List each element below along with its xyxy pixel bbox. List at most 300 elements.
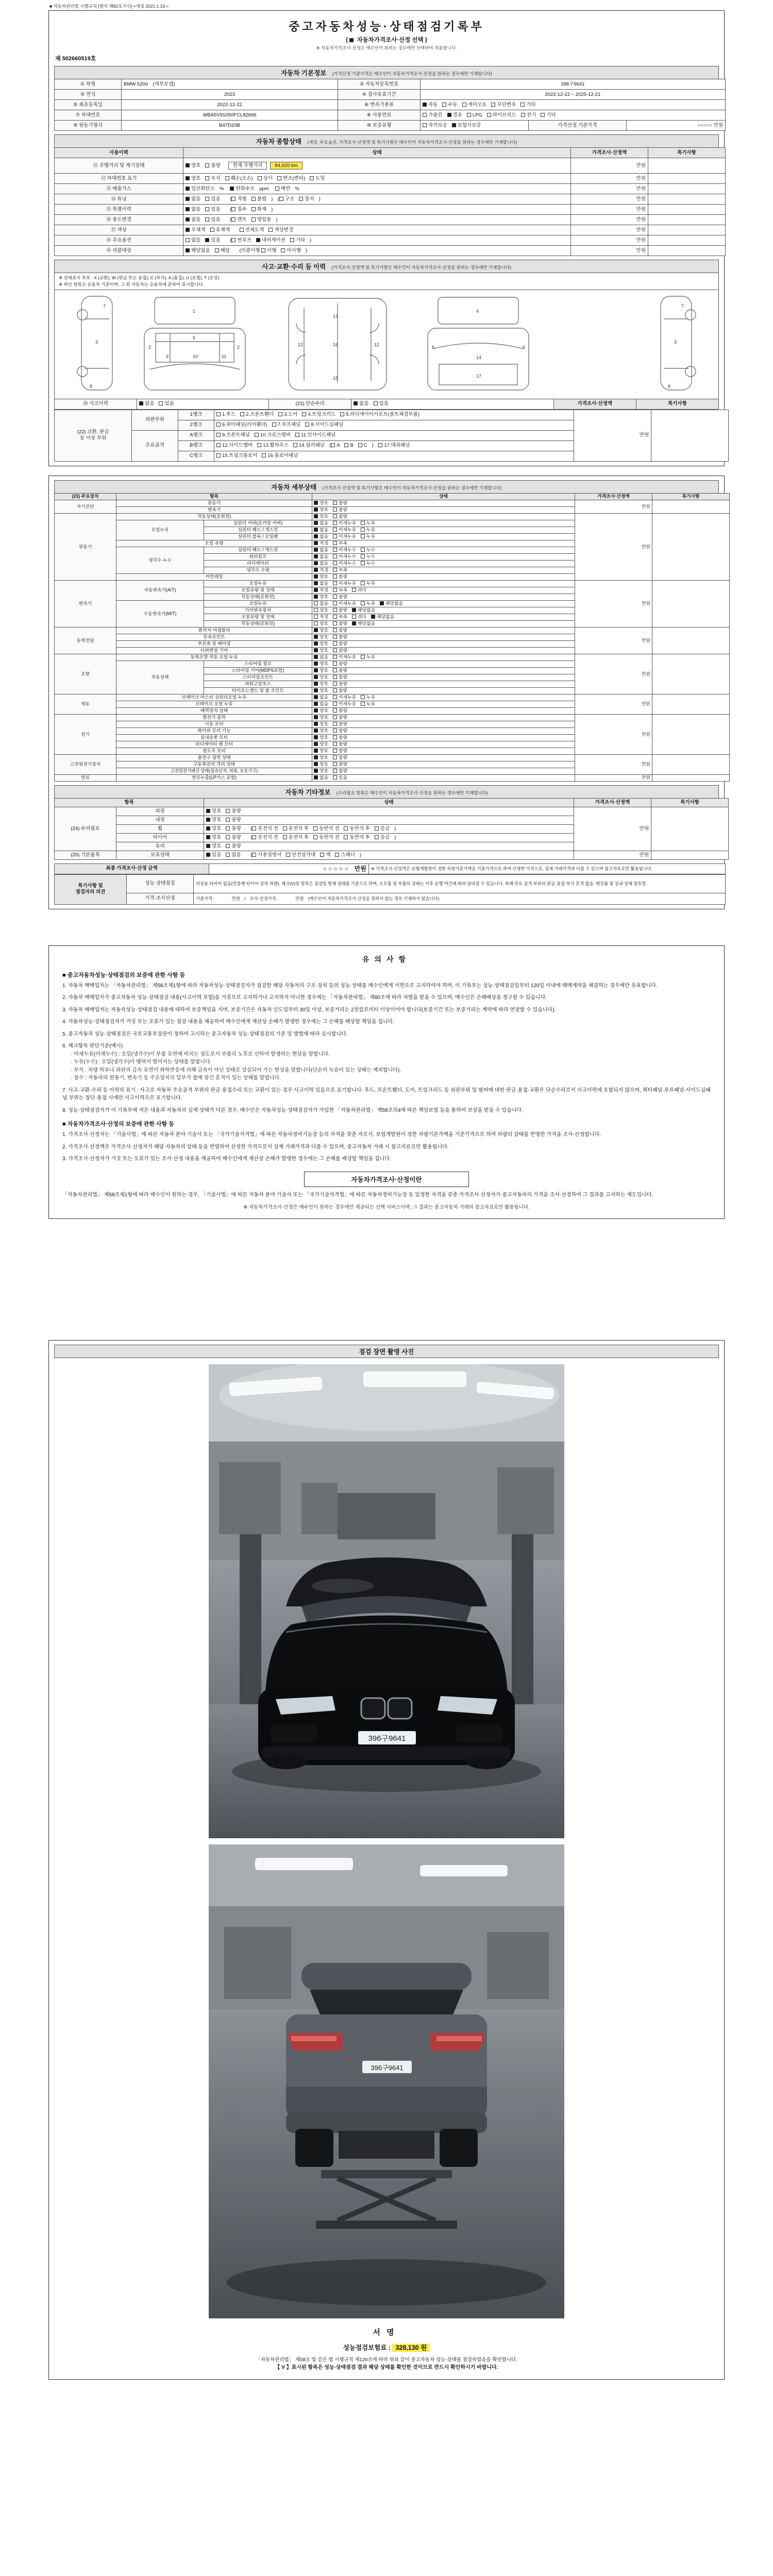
checked-box-icon[interactable] <box>186 197 190 201</box>
checkbox-icon[interactable] <box>361 554 365 558</box>
checked-box-icon[interactable] <box>314 735 318 739</box>
checkbox-option[interactable]: 양호 <box>206 843 221 849</box>
checkbox-cell[interactable] <box>312 540 575 547</box>
checkbox-icon[interactable] <box>278 412 282 416</box>
checkbox-icon[interactable] <box>252 853 256 857</box>
checkbox-cell[interactable] <box>312 748 575 754</box>
checkbox-option[interactable]: 미세누수 <box>333 554 356 559</box>
checkbox-option[interactable]: 17.대쉬패널 <box>378 443 410 448</box>
checkbox-option[interactable]: 양호 <box>186 163 200 168</box>
checkbox-option[interactable]: 있음 <box>205 207 220 212</box>
checked-box-icon[interactable] <box>314 762 318 766</box>
checkbox-icon[interactable] <box>333 514 337 518</box>
checkbox-cell[interactable] <box>204 842 574 851</box>
checkbox-icon[interactable] <box>333 621 337 625</box>
checkbox-option[interactable]: 부족 <box>333 587 347 592</box>
checkbox-icon[interactable] <box>331 443 335 447</box>
checked-box-icon[interactable] <box>186 163 190 167</box>
checkbox-option[interactable]: B <box>344 443 353 448</box>
checkbox-icon[interactable] <box>216 453 221 457</box>
checkbox-cell[interactable] <box>312 587 575 594</box>
checkbox-option[interactable]: 구조 <box>279 196 294 202</box>
checkbox-option[interactable]: 운전석 후 <box>283 835 309 840</box>
checked-box-icon[interactable] <box>314 561 318 565</box>
checkbox-icon[interactable] <box>255 433 259 437</box>
checkbox-icon[interactable] <box>374 401 378 405</box>
checkbox-option[interactable]: 양호 <box>314 768 328 773</box>
checkbox-icon[interactable] <box>299 197 303 201</box>
checkbox-icon[interactable] <box>159 401 163 405</box>
checkbox-option[interactable]: 미세누유 <box>333 654 356 659</box>
checkbox-icon[interactable] <box>333 528 337 532</box>
checkbox-option[interactable]: 수동 <box>442 102 457 108</box>
checked-box-icon[interactable] <box>314 628 318 632</box>
checkbox-option[interactable]: 양호 <box>314 688 328 693</box>
checkbox-cell[interactable] <box>421 100 726 110</box>
checked-box-icon[interactable] <box>314 595 318 599</box>
checkbox-cell[interactable] <box>312 640 575 647</box>
checked-box-icon[interactable] <box>371 615 375 619</box>
checkbox-option[interactable]: 없음 <box>314 775 328 780</box>
checkbox-icon[interactable] <box>261 248 265 252</box>
checkbox-option[interactable]: 과다 <box>352 614 366 619</box>
checkbox-option[interactable]: 적정 <box>314 540 328 546</box>
checkbox-icon[interactable] <box>361 561 365 565</box>
checkbox-icon[interactable] <box>226 853 230 857</box>
checked-box-icon[interactable] <box>314 668 318 672</box>
checkbox-option[interactable]: 양호 <box>314 708 328 713</box>
checked-box-icon[interactable] <box>314 521 318 525</box>
checkbox-option[interactable]: 부족 <box>333 614 347 619</box>
checkbox-option[interactable]: 운전석 전 <box>252 835 278 840</box>
checkbox-icon[interactable] <box>226 809 230 813</box>
checked-box-icon[interactable] <box>423 103 427 107</box>
checkbox-option[interactable]: 경유 <box>447 112 462 118</box>
checkbox-icon[interactable] <box>283 826 287 831</box>
checkbox-icon[interactable] <box>226 826 230 831</box>
checked-box-icon[interactable] <box>314 702 318 706</box>
checkbox-cell[interactable] <box>312 768 575 774</box>
checkbox-option[interactable]: 9.프론트패널 <box>216 432 250 438</box>
checkbox-icon[interactable] <box>216 422 221 427</box>
checkbox-option[interactable]: 3.도어 <box>278 412 297 417</box>
checkbox-cell[interactable] <box>312 614 575 620</box>
checkbox-icon[interactable] <box>231 217 236 222</box>
checkbox-option[interactable]: 네비게이션 <box>256 238 285 243</box>
checkbox-icon[interactable] <box>333 769 337 773</box>
checked-box-icon[interactable] <box>314 755 318 759</box>
checkbox-cell[interactable] <box>312 627 575 634</box>
checkbox-icon[interactable] <box>205 163 209 167</box>
checkbox-option[interactable]: 부식 <box>205 176 220 181</box>
checkbox-option[interactable]: 미세누유 <box>333 701 356 706</box>
checkbox-option[interactable]: 해당없음 <box>186 248 210 253</box>
checkbox-icon[interactable] <box>333 595 337 599</box>
checkbox-cell[interactable] <box>214 420 574 430</box>
checkbox-icon[interactable] <box>442 103 446 107</box>
checkbox-option[interactable]: 불량 <box>333 507 347 512</box>
checkbox-option[interactable]: 누수 <box>361 554 375 559</box>
checkbox-icon[interactable] <box>313 835 317 839</box>
checkbox-icon[interactable] <box>333 735 337 739</box>
checkbox-cell[interactable] <box>312 527 575 533</box>
checkbox-icon[interactable] <box>226 835 230 839</box>
checkbox-option[interactable]: 장치 <box>299 196 314 202</box>
checkbox-icon[interactable] <box>283 835 287 839</box>
checkbox-cell[interactable] <box>312 567 575 573</box>
checkbox-option[interactable]: 불량 <box>333 728 347 733</box>
checkbox-option[interactable]: 양호 <box>314 674 328 680</box>
checkbox-icon[interactable] <box>186 238 190 242</box>
checkbox-option[interactable]: 변조(변타) <box>277 176 305 181</box>
checkbox-option[interactable]: 미세누유 <box>333 581 356 586</box>
checked-box-icon[interactable] <box>447 113 451 117</box>
checkbox-option[interactable]: 양호 <box>314 735 328 740</box>
checked-box-icon[interactable] <box>139 401 143 405</box>
checked-box-icon[interactable] <box>314 534 318 538</box>
checkbox-icon[interactable] <box>333 521 337 525</box>
checkbox-cell[interactable] <box>312 694 575 701</box>
checkbox-option[interactable]: 잭 <box>320 852 330 858</box>
checkbox-icon[interactable] <box>216 433 221 437</box>
checkbox-option[interactable]: 있음 <box>159 401 174 406</box>
checked-box-icon[interactable] <box>230 187 234 191</box>
checkbox-option[interactable]: 1.후드 <box>216 412 236 417</box>
checkbox-option[interactable]: 일산화탄소 <box>186 186 215 192</box>
checkbox-icon[interactable] <box>423 113 427 117</box>
checkbox-icon[interactable] <box>210 228 214 232</box>
checkbox-option[interactable]: 해당없음 <box>352 621 375 626</box>
checked-box-icon[interactable] <box>206 853 210 857</box>
checked-box-icon[interactable] <box>314 554 318 558</box>
checked-box-icon[interactable] <box>349 38 354 42</box>
checkbox-cell[interactable] <box>312 520 575 527</box>
checkbox-cell[interactable] <box>312 761 575 768</box>
checkbox-option[interactable]: 없음 <box>226 852 241 858</box>
checkbox-option[interactable]: 미세누수 <box>333 561 356 566</box>
checkbox-cell[interactable] <box>312 500 575 506</box>
checkbox-option[interactable]: 불량 <box>333 681 347 686</box>
checkbox-icon[interactable] <box>252 826 256 831</box>
checkbox-icon[interactable] <box>333 574 337 579</box>
checkbox-option[interactable]: 불량 <box>226 835 241 840</box>
checkbox-option[interactable]: 있음 <box>206 852 221 858</box>
checkbox-icon[interactable] <box>462 103 466 107</box>
checkbox-icon[interactable] <box>251 217 256 222</box>
checkbox-option[interactable]: 불량 <box>226 843 241 849</box>
checkbox-icon[interactable] <box>521 113 525 117</box>
checkbox-option[interactable]: 영업용 <box>251 217 272 223</box>
checkbox-option[interactable]: 렌트 <box>231 217 246 223</box>
checkbox-option[interactable]: 화재 <box>251 207 266 212</box>
checkbox-option[interactable]: 불량 <box>333 674 347 680</box>
checkbox-icon[interactable] <box>340 412 344 416</box>
checkbox-cell[interactable] <box>312 701 575 707</box>
checked-box-icon[interactable] <box>314 648 318 652</box>
checkbox-cell[interactable] <box>312 714 575 721</box>
checkbox-cell[interactable] <box>312 654 575 660</box>
checkbox-cell[interactable] <box>183 174 571 184</box>
checkbox-icon[interactable] <box>333 688 337 692</box>
checkbox-icon[interactable] <box>491 103 495 107</box>
checkbox-option[interactable]: 없음 <box>314 654 328 659</box>
checkbox-option[interactable]: 6.쿼터패널(리어휀더) <box>216 422 267 428</box>
checkbox-icon[interactable] <box>240 228 244 232</box>
checkbox-icon[interactable] <box>335 853 339 857</box>
checkbox-option[interactable]: 상이 <box>258 176 273 181</box>
checkbox-option[interactable]: 누유 <box>361 654 375 659</box>
checkbox-icon[interactable] <box>333 615 337 619</box>
checkbox-icon[interactable] <box>352 588 356 592</box>
checkbox-icon[interactable] <box>231 238 236 242</box>
checkbox-icon[interactable] <box>344 826 348 831</box>
checkbox-icon[interactable] <box>314 601 318 605</box>
checkbox-icon[interactable] <box>216 443 221 447</box>
checkbox-option[interactable]: 없음 <box>314 554 328 559</box>
checkbox-option[interactable]: 없음 <box>314 581 328 586</box>
checkbox-option[interactable]: 동반석 전 <box>313 826 339 832</box>
checkbox-option[interactable]: 불량 <box>333 768 347 773</box>
checkbox-option[interactable]: 양호 <box>314 628 328 633</box>
checkbox-option[interactable]: A <box>331 443 340 448</box>
checkbox-option[interactable]: 있음 <box>205 238 220 243</box>
checkbox-icon[interactable] <box>226 844 230 848</box>
checkbox-icon[interactable] <box>279 197 283 201</box>
checkbox-option[interactable]: 불량 <box>333 607 347 613</box>
checkbox-cell[interactable] <box>312 600 575 607</box>
checkbox-icon[interactable] <box>272 422 276 427</box>
checkbox-option[interactable]: 없음 <box>354 401 368 406</box>
checkbox-option[interactable]: 있음 <box>374 401 389 406</box>
checkbox-icon[interactable] <box>333 601 337 605</box>
checkbox-option[interactable]: 없음 <box>186 217 200 223</box>
checkbox-option[interactable]: 누유 <box>361 520 375 526</box>
checkbox-option[interactable]: 해당없음 <box>371 614 394 619</box>
checkbox-option[interactable]: 무채색 <box>186 227 206 233</box>
checkbox-option[interactable]: 없음 <box>186 196 200 202</box>
checkbox-option[interactable]: 양호 <box>314 755 328 760</box>
checkbox-cell[interactable] <box>312 580 575 587</box>
checkbox-cell[interactable] <box>312 754 575 761</box>
checkbox-icon[interactable] <box>231 207 236 211</box>
checkbox-cell[interactable] <box>214 430 574 440</box>
checkbox-option[interactable]: 미세누유 <box>333 534 356 539</box>
checkbox-option[interactable]: 미세누유 <box>333 527 356 532</box>
checkbox-cell[interactable] <box>312 687 575 694</box>
checkbox-option[interactable]: 양호 <box>314 607 328 613</box>
checkbox-icon[interactable] <box>378 443 382 447</box>
checkbox-option[interactable]: 불량 <box>333 648 347 653</box>
checked-box-icon[interactable] <box>206 826 210 831</box>
checkbox-option[interactable]: 양호 <box>314 761 328 767</box>
checked-box-icon[interactable] <box>352 608 356 612</box>
checked-box-icon[interactable] <box>206 818 210 822</box>
checkbox-option[interactable]: 하이브리드 <box>487 112 516 118</box>
checkbox-option[interactable]: 없음 <box>314 534 328 539</box>
checkbox-option[interactable]: 불량 <box>333 668 347 673</box>
checkbox-icon[interactable] <box>240 412 244 416</box>
checkbox-option[interactable]: 불량 <box>333 715 347 720</box>
checked-box-icon[interactable] <box>186 187 190 191</box>
checkbox-icon[interactable] <box>333 702 337 706</box>
checkbox-icon[interactable] <box>361 521 365 525</box>
checkbox-option[interactable]: 보험사보증 <box>452 123 481 128</box>
checkbox-icon[interactable] <box>333 695 337 699</box>
checkbox-icon[interactable] <box>333 675 337 679</box>
checkbox-option[interactable]: 없음 <box>314 561 328 566</box>
checkbox-option[interactable]: 12.사이드멤버 <box>216 443 253 448</box>
checkbox-icon[interactable] <box>314 615 318 619</box>
checkbox-option[interactable]: 가솔린 <box>423 112 443 118</box>
checkbox-option[interactable]: 침수 <box>231 207 246 212</box>
checkbox-icon[interactable] <box>257 443 261 447</box>
checkbox-icon[interactable] <box>333 668 337 672</box>
checkbox-icon[interactable] <box>333 554 337 558</box>
checkbox-option[interactable]: 불량 <box>226 826 241 832</box>
checkbox-option[interactable]: 썬루프 <box>231 238 251 243</box>
checkbox-icon[interactable] <box>313 826 317 831</box>
checkbox-option[interactable]: 적정 <box>314 614 328 619</box>
checkbox-option[interactable]: 불량 <box>333 628 347 633</box>
checkbox-option[interactable]: 없음 <box>314 701 328 706</box>
checkbox-icon[interactable] <box>333 755 337 759</box>
checkbox-icon[interactable] <box>361 534 365 538</box>
checkbox-cell[interactable] <box>421 110 726 121</box>
checkbox-option[interactable]: 불량 <box>333 594 347 599</box>
checkbox-option[interactable]: 없음 <box>314 527 328 532</box>
checkbox-option[interactable]: 불량 <box>333 735 347 740</box>
checkbox-option[interactable]: 미이행 <box>281 248 301 253</box>
checkbox-icon[interactable] <box>333 628 337 632</box>
checked-box-icon[interactable] <box>314 682 318 686</box>
checkbox-option[interactable]: 8.사이드실패널 <box>305 422 343 428</box>
checkbox-option[interactable]: 4.트렁크리드 <box>302 412 335 417</box>
checkbox-cell[interactable] <box>351 399 554 409</box>
checkbox-icon[interactable] <box>293 443 297 447</box>
checked-box-icon[interactable] <box>354 401 358 405</box>
checkbox-option[interactable]: 누유 <box>361 694 375 700</box>
checked-box-icon[interactable] <box>205 238 209 242</box>
checkbox-cell[interactable] <box>421 121 529 131</box>
checkbox-option[interactable]: 11.인사이드패널 <box>295 432 336 438</box>
checkbox-cell[interactable] <box>312 707 575 714</box>
checked-box-icon[interactable] <box>314 581 318 585</box>
checkbox-option[interactable]: 있음 <box>205 217 220 223</box>
checkbox-option[interactable]: 누유 <box>361 581 375 586</box>
checkbox-cell[interactable] <box>137 399 269 409</box>
checkbox-icon[interactable] <box>205 176 209 180</box>
checkbox-icon[interactable] <box>361 695 365 699</box>
checkbox-option[interactable]: 불량 <box>333 721 347 726</box>
checkbox-icon[interactable] <box>344 835 348 839</box>
checkbox-icon[interactable] <box>361 548 365 552</box>
checkbox-option[interactable]: 누유 <box>361 601 375 606</box>
checkbox-icon[interactable] <box>333 648 337 652</box>
checkbox-option[interactable]: 응급 <box>375 826 390 832</box>
checkbox-cell[interactable] <box>312 560 575 567</box>
checkbox-option[interactable]: 양호 <box>186 176 200 181</box>
checkbox-option[interactable]: 해당없음 <box>380 601 403 606</box>
checkbox-icon[interactable] <box>268 228 273 232</box>
checkbox-icon[interactable] <box>281 248 285 252</box>
checked-box-icon[interactable] <box>314 708 318 713</box>
checkbox-icon[interactable] <box>361 655 365 659</box>
checkbox-cell[interactable] <box>312 553 575 560</box>
checkbox-icon[interactable] <box>423 123 427 127</box>
checkbox-icon[interactable] <box>252 835 256 839</box>
checked-box-icon[interactable] <box>314 574 318 579</box>
checkbox-option[interactable]: 불량 <box>333 634 347 639</box>
checkbox-option[interactable]: 불량 <box>333 641 347 646</box>
checkbox-icon[interactable] <box>310 176 314 180</box>
checkbox-option[interactable]: 전체도색 <box>240 227 264 233</box>
checked-box-icon[interactable] <box>314 728 318 733</box>
checkbox-option[interactable]: 없음 <box>186 207 200 212</box>
checkbox-option[interactable]: 2.프론트휀더 <box>240 412 274 417</box>
checked-box-icon[interactable] <box>186 228 190 232</box>
checked-box-icon[interactable] <box>380 601 384 605</box>
checkbox-option[interactable]: 양호 <box>206 826 221 832</box>
checkbox-cell[interactable] <box>312 573 575 580</box>
checkbox-icon[interactable] <box>302 412 306 416</box>
checkbox-icon[interactable] <box>215 248 219 252</box>
checkbox-option[interactable]: 불량 <box>333 688 347 693</box>
checkbox-cell[interactable] <box>312 721 575 727</box>
checkbox-option[interactable]: 양호 <box>314 721 328 726</box>
checkbox-option[interactable]: 불법 <box>251 196 266 202</box>
checked-box-icon[interactable] <box>206 809 210 813</box>
checkbox-option[interactable]: 양호 <box>314 621 328 626</box>
checked-box-icon[interactable] <box>314 695 318 699</box>
checkbox-option[interactable]: 무단변속 <box>491 102 516 108</box>
checkbox-cell[interactable] <box>312 620 575 627</box>
checked-box-icon[interactable] <box>314 507 318 512</box>
checkbox-option[interactable]: 미세누유 <box>333 694 356 700</box>
checkbox-option[interactable]: 불량 <box>333 741 347 747</box>
checked-box-icon[interactable] <box>314 588 318 592</box>
checkbox-option[interactable]: 누수 <box>361 547 375 552</box>
checkbox-cell[interactable] <box>312 774 575 781</box>
checkbox-icon[interactable] <box>333 662 337 666</box>
checked-box-icon[interactable] <box>314 749 318 753</box>
checkbox-icon[interactable] <box>275 187 279 191</box>
checkbox-option[interactable]: 탄화수소 <box>230 186 255 192</box>
checkbox-option[interactable]: 양호 <box>314 594 328 599</box>
checkbox-option[interactable]: 16.플로어패널 <box>262 453 298 459</box>
checkbox-icon[interactable] <box>467 113 471 117</box>
checkbox-icon[interactable] <box>205 207 209 211</box>
checkbox-cell[interactable] <box>312 734 575 741</box>
checked-box-icon[interactable] <box>206 844 210 848</box>
checkbox-icon[interactable] <box>205 197 209 201</box>
checkbox-icon[interactable] <box>333 749 337 753</box>
checkbox-option[interactable]: 자가보증 <box>423 123 447 128</box>
checked-box-icon[interactable] <box>186 207 190 211</box>
checkbox-option[interactable]: 미세누수 <box>333 547 356 552</box>
checked-box-icon[interactable] <box>314 568 318 572</box>
checkbox-option[interactable]: 불량 <box>333 574 347 579</box>
checkbox-cell[interactable] <box>312 506 575 513</box>
checkbox-option[interactable]: 누유 <box>361 701 375 706</box>
checkbox-option[interactable]: 불량 <box>333 708 347 713</box>
checkbox-cell[interactable] <box>312 547 575 553</box>
checkbox-option[interactable]: 양호 <box>314 715 328 720</box>
checkbox-option[interactable]: 15.트렁크플로어 <box>216 453 257 459</box>
checkbox-option[interactable]: 14.필러패널 <box>293 443 325 448</box>
checkbox-option[interactable]: 전기 <box>521 112 536 118</box>
checkbox-cell[interactable] <box>204 816 574 824</box>
checkbox-option[interactable]: 미세누유 <box>333 601 356 606</box>
